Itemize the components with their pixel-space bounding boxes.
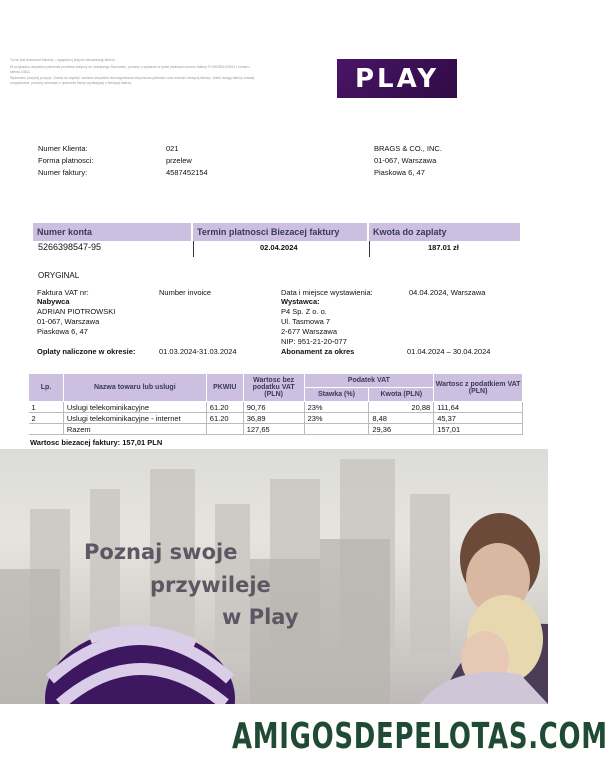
cell: 90,76 [243,402,304,413]
promo-background [0,449,548,704]
col-net: Wartosc bez podatku VAT (PLN) [243,374,304,402]
cell: 23% [304,402,369,413]
table-row [29,402,523,413]
issue-date-value: 04.04.2024, Warszawa [409,288,486,297]
col-gross: Wartosc z podatkiem VAT (PLN) [434,374,523,402]
subscription-value: 01.04.2024 – 30.04.2024 [407,347,491,356]
seller-name: BRAGS & CO., INC. [374,144,442,153]
period-label: Oplaty naliczone w okresie: [37,347,136,356]
disclaimer-line: Wykonano powyżej pozycje „Kwota do zapłaty” zawiera wszystkie nieuregulowane dotychczas płatności oraz wartość bieżącej faktury. Jeżeli uwagę faktury zostały uregulowane, prosimy wówczas o opłacenie kwoty wynikającej z bieżącej faktury. [10,76,255,86]
issuer-nip: NIP: 951-21-20-077 [281,337,347,346]
seller-address [374,143,442,179]
payment-header-bar [33,223,520,241]
col-pkwiu: PKWIU [206,374,243,402]
cell: 20,88 [369,402,434,413]
original-label: ORYGINAL [38,271,80,280]
cell: 157,01 [434,424,523,435]
logo-text: PLAY [354,63,440,94]
buyer-heading: Nabywca [37,297,70,306]
cell: 23% [304,413,369,424]
invoice-number-label: Numer faktury: [38,168,88,177]
promo-line-1: Poznaj swoje [84,540,238,564]
divider [193,241,194,257]
subscription-label: Abonament za okres [281,347,355,356]
cell: 36,89 [243,413,304,424]
cell: 45,37 [434,413,523,424]
vat-invoice-label: Faktura VAT nr: [37,288,89,297]
amount-due-header: Kwota do zaplaty [373,227,447,237]
due-date-value: 02.04.2024 [260,243,298,252]
promo-line-3: w Play [222,605,299,629]
col-rate: Stawka (%) [304,388,369,402]
amount-due-value: 187.01 zł [428,243,459,252]
cell: Razem [63,424,206,435]
col-name: Nazwa towaru lub uslugi [63,374,206,402]
cell [206,424,243,435]
issuer-name: P4 Sp. Z o. o. [281,307,327,316]
cell: 29,36 [369,424,434,435]
invoice-number-value: 4587452154 [166,168,208,177]
disclaimer-line: W przypadku używania polecenia przelewu dotyczy do niniejszego Rachunku, prosimy o wpisanie w tytule płatności numeru faktury F/10578001/08/11 i numeru klienta 13811. [10,64,250,74]
cell: 2 [29,413,64,424]
cell: 61.20 [206,413,243,424]
col-lp: Lp. [29,374,64,402]
issuer-city: 2-677 Warszawa [281,327,337,336]
disclaimer-line: To nie jest dokument fiskalny – ogląda(sz) jedynie wizualizację faktury [10,58,115,62]
buyer-city: 01-067, Warszawa [37,317,100,326]
seller-street: Piaskowa 6, 47 [374,168,425,177]
col-vat: Podatek VAT [304,374,434,388]
buyer-block [37,297,115,337]
issuer-heading: Wystawca: [281,297,320,306]
buyer-name: ADRIAN PIOTROWSKI [37,307,116,316]
table-row [29,424,523,435]
promo-image [0,449,548,704]
cell: 111,64 [434,402,523,413]
cell: 61.20 [206,402,243,413]
issuer-block [281,297,347,347]
cell [29,424,64,435]
disclaimer-text [10,58,255,88]
col-amount: Kwota (PLN) [369,388,434,402]
watermark-text: AMIGOSDEPELOTAS.COM [232,716,608,757]
seller-city: 01-067, Warszawa [374,156,437,165]
client-number-value: 021 [166,144,179,153]
due-date-header: Termin platnosci Biezacej faktury [193,223,369,241]
promo-line-2: przywileje [150,573,271,597]
client-labels [38,143,93,179]
cell: Uslugi telekominikacyjne - internet [63,413,206,424]
cell: Uslugi telekominikacyjne [63,402,206,413]
payment-form-label: Forma platnosci: [38,156,94,165]
play-logo [337,59,457,98]
table-row [29,413,523,424]
watermark-footer [0,704,608,775]
issuer-street: Ul. Tasmowa 7 [281,317,331,326]
vat-invoice-value: Number invoice [159,288,212,297]
account-number: 5266398547-95 [38,242,102,252]
client-number-label: Numer Klienta: [38,144,88,153]
cell: 1 [29,402,64,413]
items-table [28,373,523,435]
issue-date-label: Data i miejsce wystawienia: [281,288,373,297]
divider [369,241,370,257]
period-value: 01.03.2024-31.03.2024 [159,347,237,356]
client-values [166,143,208,179]
cell: 8,48 [369,413,434,424]
cell [304,424,369,435]
invoice-total: Wartosc biezacej faktury: 157,01 PLN [30,438,163,447]
payment-form-value: przelew [166,156,192,165]
account-header: Numer konta [33,223,193,241]
buyer-street: Piaskowa 6, 47 [37,327,88,336]
cell: 127,65 [243,424,304,435]
